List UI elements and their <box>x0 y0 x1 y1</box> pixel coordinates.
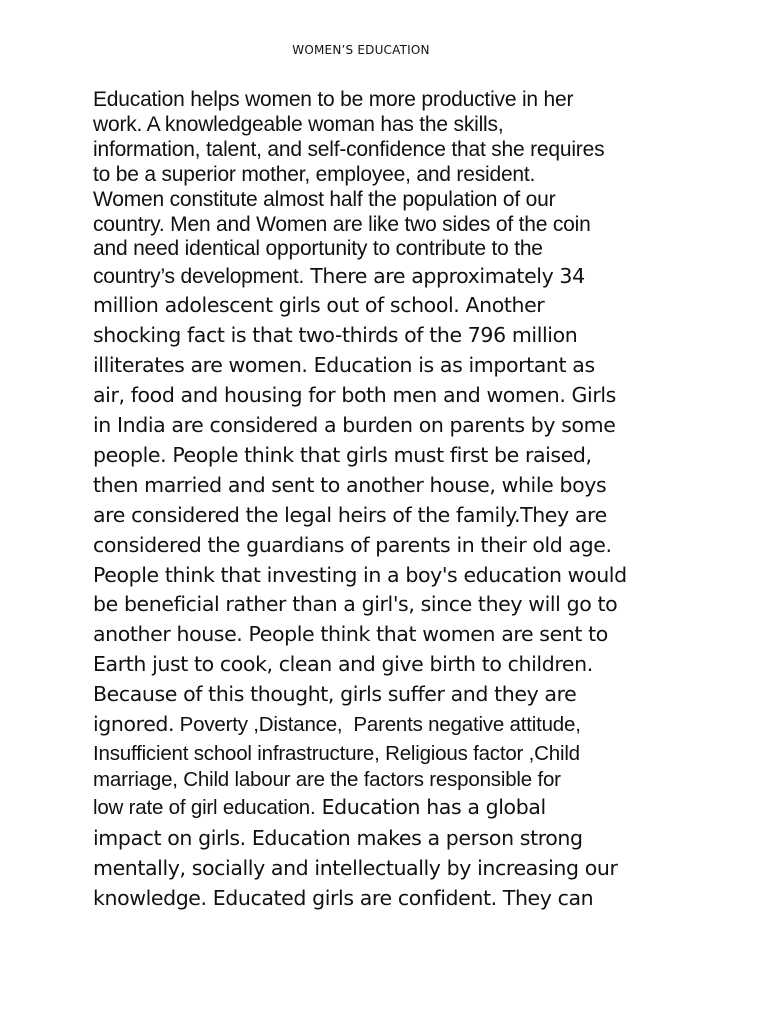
text-line: to be a superior mother, employee, and resident. <box>93 162 536 186</box>
text-segment: There are approximately 34 <box>304 264 585 289</box>
text-line: impact on girls. Education makes a person strong <box>93 826 583 851</box>
mixed-text-line <box>93 793 693 824</box>
text-line: another house. People think that women are sent to <box>93 622 608 647</box>
text-line: mentally, socially and intellectually by increasing our <box>93 855 618 880</box>
text-line: knowledge. Educated girls are confident. They can <box>93 885 594 910</box>
mixed-text-line <box>93 262 693 291</box>
text-line: marriage, Child labour are the factors responsible for <box>93 768 561 792</box>
text-segment: Poverty ,Distance, Parents negative attitude, <box>174 713 581 737</box>
text-line: and need identical opportunity to contribute to the <box>93 237 543 261</box>
text-segment: ignored. <box>93 712 175 737</box>
text-line: be beneficial rather than a girl's, since they will go to <box>93 592 618 617</box>
text-line: People think that investing in a boy's education would <box>93 562 627 587</box>
text-line: air, food and housing for both men and women. Girls <box>93 383 616 408</box>
text-line: information, talent, and self-confidence that she requires <box>93 137 605 161</box>
text-line: are considered the legal heirs of the family.They are <box>93 502 607 527</box>
paragraph-calibri-end <box>93 824 693 914</box>
mixed-text-line <box>93 710 693 741</box>
text-segment: Education has a global <box>315 795 546 820</box>
text-line: country. Men and Women are like two sides of the coin <box>93 212 591 236</box>
document-title: WOMEN’S EDUCATION <box>292 43 430 57</box>
text-line: illiterates are women. Education is as important as <box>93 353 595 378</box>
paragraph-calibri-mid <box>93 291 693 710</box>
text-line: shocking fact is that two-thirds of the 796 million <box>93 323 578 348</box>
text-line: then married and sent to another house, while boys <box>93 472 607 497</box>
text-line: work. A knowledgeable woman has the skills, <box>93 112 504 136</box>
text-line: Women constitute almost half the population of our <box>93 187 556 211</box>
text-line: people. People think that girls must first be raised, <box>93 442 592 467</box>
text-line: considered the guardians of parents in their old age. <box>93 532 612 557</box>
text-line: Earth just to cook, clean and give birth to children. <box>93 652 593 677</box>
text-line: million adolescent girls out of school. Another <box>93 293 545 318</box>
text-segment: country’s development. <box>93 265 305 289</box>
text-line: Insufficient school infrastructure, Religious factor ,Child <box>93 742 580 766</box>
paragraph-arial-top <box>93 88 693 262</box>
text-line: Education helps women to be more productive in her <box>93 88 574 111</box>
document-body <box>93 88 693 914</box>
paragraph-arial-lower <box>93 741 693 793</box>
text-line: in India are considered a burden on parents by some <box>93 412 616 437</box>
text-segment: low rate of girl education. <box>93 796 316 820</box>
text-line: Because of this thought, girls suffer and they are <box>93 682 577 707</box>
